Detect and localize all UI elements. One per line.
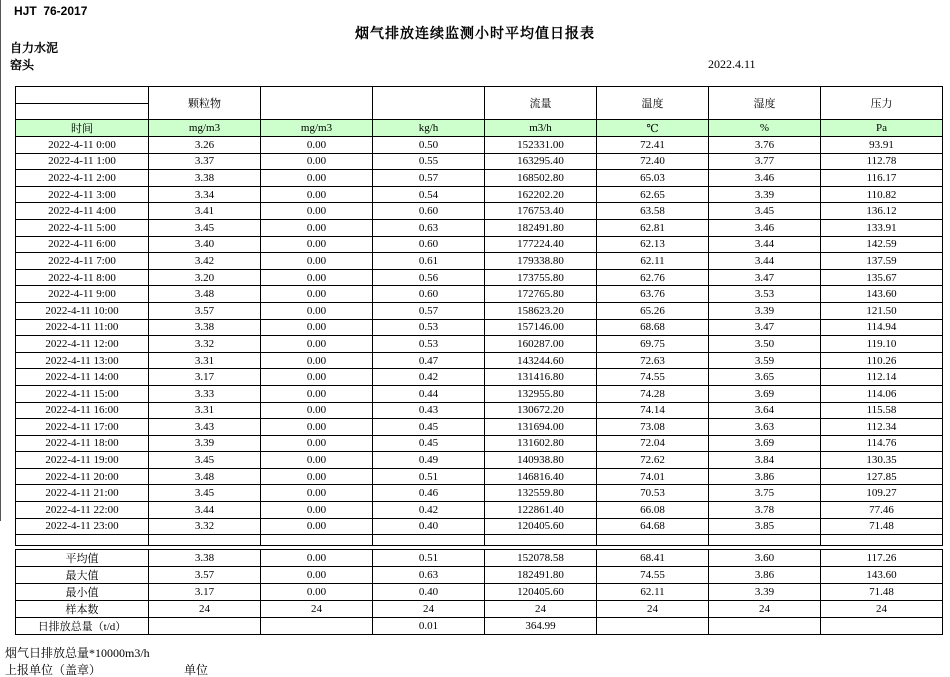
value-cell: 130672.20 [485, 402, 597, 419]
value-cell: 112.34 [821, 419, 943, 436]
footer-note: 烟气日排放总量*10000m3/h [5, 646, 150, 660]
value-cell: 3.34 [149, 186, 261, 203]
value-cell: 0.53 [373, 336, 485, 353]
value-cell: 0.40 [373, 518, 485, 535]
page-title: 烟气排放连续监测小时平均值日报表 [355, 25, 595, 41]
empty-cell [373, 535, 485, 546]
group-header-cell [373, 87, 485, 120]
value-cell: 116.17 [821, 170, 943, 187]
summary-value-cell: 364.99 [485, 618, 597, 635]
summary-row [16, 618, 943, 635]
value-cell: 127.85 [821, 468, 943, 485]
value-cell: 74.14 [597, 402, 709, 419]
summary-value-cell: 0.00 [261, 550, 373, 567]
value-cell: 146816.40 [485, 468, 597, 485]
value-cell: 3.17 [149, 369, 261, 386]
value-cell: 74.01 [597, 468, 709, 485]
summary-value-cell: 152078.58 [485, 550, 597, 567]
summary-value-cell: 3.86 [709, 567, 821, 584]
table-row [16, 402, 943, 419]
summary-value-cell: 24 [597, 601, 709, 618]
value-cell: 0.00 [261, 236, 373, 253]
value-cell: 3.38 [149, 170, 261, 187]
value-cell: 122861.40 [485, 502, 597, 519]
value-cell: 73.08 [597, 419, 709, 436]
value-cell: 0.00 [261, 385, 373, 402]
time-cell: 2022-4-11 11:00 [16, 319, 149, 336]
value-cell: 72.40 [597, 153, 709, 170]
value-cell: 0.46 [373, 485, 485, 502]
time-cell: 2022-4-11 23:00 [16, 518, 149, 535]
value-cell: 168502.80 [485, 170, 597, 187]
value-cell: 3.69 [709, 385, 821, 402]
value-cell: 133.91 [821, 219, 943, 236]
value-cell: 172765.80 [485, 286, 597, 303]
value-cell: 3.75 [709, 485, 821, 502]
summary-value-cell: 24 [149, 601, 261, 618]
table-row [16, 468, 943, 485]
summary-value-cell [597, 618, 709, 635]
table-row [16, 236, 943, 253]
value-cell: 0.00 [261, 269, 373, 286]
value-cell: 0.57 [373, 170, 485, 187]
value-cell: 0.00 [261, 286, 373, 303]
value-cell: 0.00 [261, 452, 373, 469]
table-row [16, 452, 943, 469]
value-cell: 3.64 [709, 402, 821, 419]
summary-label-cell: 平均值 [16, 550, 149, 567]
value-cell: 0.00 [261, 170, 373, 187]
value-cell: 112.14 [821, 369, 943, 386]
value-cell: 0.00 [261, 402, 373, 419]
empty-cell [16, 535, 149, 546]
value-cell: 162202.20 [485, 186, 597, 203]
value-cell: 3.39 [149, 435, 261, 452]
value-cell: 3.47 [709, 319, 821, 336]
value-cell: 3.43 [149, 419, 261, 436]
value-cell: 64.68 [597, 518, 709, 535]
footer-report-unit-label: 上报单位（盖章） [5, 663, 102, 677]
value-cell: 143244.60 [485, 352, 597, 369]
value-cell: 0.43 [373, 402, 485, 419]
summary-value-cell [821, 618, 943, 635]
time-header-top-cell [16, 87, 149, 104]
time-cell: 2022-4-11 21:00 [16, 485, 149, 502]
summary-value-cell: 68.41 [597, 550, 709, 567]
summary-value-cell: 182491.80 [485, 567, 597, 584]
value-cell: 0.55 [373, 153, 485, 170]
value-cell: 65.03 [597, 170, 709, 187]
value-cell: 3.31 [149, 352, 261, 369]
table-row [16, 203, 943, 220]
value-cell: 0.00 [261, 369, 373, 386]
summary-value-cell: 24 [485, 601, 597, 618]
value-cell: 3.31 [149, 402, 261, 419]
time-cell: 2022-4-11 5:00 [16, 219, 149, 236]
value-cell: 0.00 [261, 336, 373, 353]
value-cell: 0.00 [261, 352, 373, 369]
value-cell: 115.58 [821, 402, 943, 419]
table-row [16, 518, 943, 535]
value-cell: 72.62 [597, 452, 709, 469]
table-row [16, 419, 943, 436]
value-cell: 77.46 [821, 502, 943, 519]
value-cell: 119.10 [821, 336, 943, 353]
value-cell: 74.55 [597, 369, 709, 386]
table-row [16, 137, 943, 154]
table-row [16, 352, 943, 369]
value-cell: 0.00 [261, 219, 373, 236]
value-cell: 3.46 [709, 170, 821, 187]
value-cell: 0.00 [261, 518, 373, 535]
unit-header-cell: Pa [821, 120, 943, 137]
value-cell: 66.08 [597, 502, 709, 519]
group-header-cell: 湿度 [709, 87, 821, 120]
value-cell: 3.77 [709, 153, 821, 170]
value-cell: 131416.80 [485, 369, 597, 386]
empty-cell [821, 535, 943, 546]
value-cell: 3.46 [709, 219, 821, 236]
time-cell: 2022-4-11 13:00 [16, 352, 149, 369]
value-cell: 3.40 [149, 236, 261, 253]
time-cell: 2022-4-11 19:00 [16, 452, 149, 469]
table-row [16, 269, 943, 286]
summary-value-cell: 117.26 [821, 550, 943, 567]
value-cell: 3.57 [149, 302, 261, 319]
value-cell: 3.59 [709, 352, 821, 369]
value-cell: 65.26 [597, 302, 709, 319]
value-cell: 3.86 [709, 468, 821, 485]
time-cell: 2022-4-11 17:00 [16, 419, 149, 436]
table-row [16, 435, 943, 452]
value-cell: 110.26 [821, 352, 943, 369]
value-cell: 158623.20 [485, 302, 597, 319]
value-cell: 0.00 [261, 203, 373, 220]
time-cell: 2022-4-11 1:00 [16, 153, 149, 170]
summary-value-cell [149, 618, 261, 635]
summary-value-cell: 24 [261, 601, 373, 618]
summary-value-cell: 24 [709, 601, 821, 618]
value-cell: 0.42 [373, 369, 485, 386]
summary-value-cell: 143.60 [821, 567, 943, 584]
value-cell: 0.53 [373, 319, 485, 336]
value-cell: 120405.60 [485, 518, 597, 535]
value-cell: 3.76 [709, 137, 821, 154]
value-cell: 0.00 [261, 302, 373, 319]
value-cell: 0.45 [373, 419, 485, 436]
summary-value-cell: 3.39 [709, 584, 821, 601]
group-header-cell: 流量 [485, 87, 597, 120]
value-cell: 132955.80 [485, 385, 597, 402]
time-cell: 2022-4-11 8:00 [16, 269, 149, 286]
summary-value-cell [261, 618, 373, 635]
value-cell: 3.41 [149, 203, 261, 220]
value-cell: 0.45 [373, 435, 485, 452]
summary-row [16, 567, 943, 584]
value-cell: 110.82 [821, 186, 943, 203]
summary-label-cell: 最小值 [16, 584, 149, 601]
value-cell: 114.76 [821, 435, 943, 452]
table-row [16, 219, 943, 236]
value-cell: 0.47 [373, 352, 485, 369]
empty-cell [261, 535, 373, 546]
summary-value-cell: 3.60 [709, 550, 821, 567]
value-cell: 3.45 [149, 485, 261, 502]
group-header-cell [261, 87, 373, 120]
value-cell: 176753.40 [485, 203, 597, 220]
table-row [16, 170, 943, 187]
value-cell: 3.44 [709, 253, 821, 270]
time-cell: 2022-4-11 3:00 [16, 186, 149, 203]
value-cell: 3.44 [149, 502, 261, 519]
value-cell: 3.45 [149, 452, 261, 469]
value-cell: 3.32 [149, 518, 261, 535]
value-cell: 173755.80 [485, 269, 597, 286]
value-cell: 140938.80 [485, 452, 597, 469]
value-cell: 3.48 [149, 286, 261, 303]
empty-cell [597, 535, 709, 546]
table-row [16, 385, 943, 402]
value-cell: 3.78 [709, 502, 821, 519]
time-column-header: 时间 [16, 120, 149, 137]
value-cell: 3.85 [709, 518, 821, 535]
value-cell: 0.00 [261, 485, 373, 502]
empty-cell [709, 535, 821, 546]
value-cell: 160287.00 [485, 336, 597, 353]
report-table-body [16, 137, 943, 635]
time-cell: 2022-4-11 4:00 [16, 203, 149, 220]
value-cell: 0.51 [373, 468, 485, 485]
table-row [16, 502, 943, 519]
table-row [16, 286, 943, 303]
summary-value-cell: 0.51 [373, 550, 485, 567]
value-cell: 3.38 [149, 319, 261, 336]
value-cell: 121.50 [821, 302, 943, 319]
summary-row [16, 550, 943, 567]
value-cell: 62.13 [597, 236, 709, 253]
summary-value-cell: 24 [373, 601, 485, 618]
value-cell: 0.50 [373, 137, 485, 154]
value-cell: 0.00 [261, 137, 373, 154]
time-cell: 2022-4-11 20:00 [16, 468, 149, 485]
value-cell: 0.00 [261, 435, 373, 452]
summary-label-cell: 最大值 [16, 567, 149, 584]
time-cell: 2022-4-11 7:00 [16, 253, 149, 270]
company-name: 自力水泥 [10, 41, 59, 55]
summary-label-cell: 日排放总量（t/d） [16, 618, 149, 635]
value-cell: 0.63 [373, 219, 485, 236]
summary-row [16, 601, 943, 618]
value-cell: 3.45 [149, 219, 261, 236]
station-name: 窑头 [10, 58, 35, 72]
value-cell: 72.41 [597, 137, 709, 154]
value-cell: 0.00 [261, 186, 373, 203]
group-header-cell: 压力 [821, 87, 943, 120]
unit-header-cell: % [709, 120, 821, 137]
value-cell: 163295.40 [485, 153, 597, 170]
page-left-edge-line [0, 0, 1, 521]
unit-header-cell: ℃ [597, 120, 709, 137]
value-cell: 3.42 [149, 253, 261, 270]
value-cell: 179338.80 [485, 253, 597, 270]
value-cell: 0.60 [373, 236, 485, 253]
value-cell: 3.69 [709, 435, 821, 452]
value-cell: 74.28 [597, 385, 709, 402]
table-row [16, 186, 943, 203]
value-cell: 3.32 [149, 336, 261, 353]
value-cell: 3.84 [709, 452, 821, 469]
report-date: 2022.4.11 [708, 57, 756, 71]
summary-row [16, 584, 943, 601]
value-cell: 0.00 [261, 502, 373, 519]
value-cell: 109.27 [821, 485, 943, 502]
table-row [16, 319, 943, 336]
summary-value-cell: 0.63 [373, 567, 485, 584]
blank-row [16, 535, 943, 546]
value-cell: 3.20 [149, 269, 261, 286]
group-header-cell: 颗粒物 [149, 87, 261, 120]
value-cell: 3.47 [709, 269, 821, 286]
summary-value-cell: 120405.60 [485, 584, 597, 601]
value-cell: 3.63 [709, 419, 821, 436]
value-cell: 93.91 [821, 137, 943, 154]
value-cell: 142.59 [821, 236, 943, 253]
value-cell: 182491.80 [485, 219, 597, 236]
time-cell: 2022-4-11 0:00 [16, 137, 149, 154]
value-cell: 3.33 [149, 385, 261, 402]
summary-value-cell: 3.17 [149, 584, 261, 601]
time-header-bottom-cell [16, 104, 149, 120]
value-cell: 114.94 [821, 319, 943, 336]
value-cell: 3.37 [149, 153, 261, 170]
value-cell: 136.12 [821, 203, 943, 220]
value-cell: 0.61 [373, 253, 485, 270]
time-cell: 2022-4-11 6:00 [16, 236, 149, 253]
value-cell: 3.39 [709, 186, 821, 203]
value-cell: 0.57 [373, 302, 485, 319]
value-cell: 0.60 [373, 203, 485, 220]
value-cell: 69.75 [597, 336, 709, 353]
summary-value-cell: 0.00 [261, 584, 373, 601]
unit-header-cell: mg/m3 [261, 120, 373, 137]
value-cell: 131694.00 [485, 419, 597, 436]
value-cell: 63.58 [597, 203, 709, 220]
value-cell: 68.68 [597, 319, 709, 336]
summary-value-cell: 0.01 [373, 618, 485, 635]
value-cell: 157146.00 [485, 319, 597, 336]
summary-value-cell [709, 618, 821, 635]
value-cell: 63.76 [597, 286, 709, 303]
value-cell: 0.54 [373, 186, 485, 203]
value-cell: 62.76 [597, 269, 709, 286]
value-cell: 72.04 [597, 435, 709, 452]
value-cell: 135.67 [821, 269, 943, 286]
summary-value-cell: 71.48 [821, 584, 943, 601]
time-cell: 2022-4-11 15:00 [16, 385, 149, 402]
time-cell: 2022-4-11 2:00 [16, 170, 149, 187]
summary-value-cell: 0.40 [373, 584, 485, 601]
value-cell: 0.00 [261, 319, 373, 336]
value-cell: 3.26 [149, 137, 261, 154]
table-row [16, 369, 943, 386]
empty-cell [149, 535, 261, 546]
report-table-header [16, 87, 943, 137]
summary-value-cell: 3.38 [149, 550, 261, 567]
table-row [16, 336, 943, 353]
summary-value-cell: 74.55 [597, 567, 709, 584]
time-cell: 2022-4-11 9:00 [16, 286, 149, 303]
summary-value-cell: 0.00 [261, 567, 373, 584]
table-row [16, 302, 943, 319]
value-cell: 72.63 [597, 352, 709, 369]
value-cell: 3.45 [709, 203, 821, 220]
time-cell: 2022-4-11 14:00 [16, 369, 149, 386]
value-cell: 0.49 [373, 452, 485, 469]
value-cell: 130.35 [821, 452, 943, 469]
time-cell: 2022-4-11 10:00 [16, 302, 149, 319]
time-cell: 2022-4-11 16:00 [16, 402, 149, 419]
summary-value-cell: 3.57 [149, 567, 261, 584]
value-cell: 3.65 [709, 369, 821, 386]
value-cell: 137.59 [821, 253, 943, 270]
unit-header-cell: kg/h [373, 120, 485, 137]
footer-unit-label: 单位 [184, 663, 209, 677]
value-cell: 0.42 [373, 502, 485, 519]
table-row [16, 485, 943, 502]
value-cell: 62.65 [597, 186, 709, 203]
value-cell: 3.39 [709, 302, 821, 319]
value-cell: 3.44 [709, 236, 821, 253]
value-cell: 131602.80 [485, 435, 597, 452]
summary-value-cell: 62.11 [597, 584, 709, 601]
value-cell: 3.48 [149, 468, 261, 485]
time-cell: 2022-4-11 22:00 [16, 502, 149, 519]
value-cell: 112.78 [821, 153, 943, 170]
value-cell: 152331.00 [485, 137, 597, 154]
doc-code: HJT 76-2017 [14, 4, 88, 18]
empty-cell [485, 535, 597, 546]
value-cell: 0.00 [261, 253, 373, 270]
value-cell: 0.60 [373, 286, 485, 303]
value-cell: 0.00 [261, 419, 373, 436]
value-cell: 3.53 [709, 286, 821, 303]
value-cell: 62.11 [597, 253, 709, 270]
time-cell: 2022-4-11 18:00 [16, 435, 149, 452]
unit-header-cell: mg/m3 [149, 120, 261, 137]
value-cell: 70.53 [597, 485, 709, 502]
summary-value-cell: 24 [821, 601, 943, 618]
summary-label-cell: 样本数 [16, 601, 149, 618]
value-cell: 62.81 [597, 219, 709, 236]
value-cell: 177224.40 [485, 236, 597, 253]
group-header-cell: 温度 [597, 87, 709, 120]
value-cell: 132559.80 [485, 485, 597, 502]
value-cell: 71.48 [821, 518, 943, 535]
table-row [16, 153, 943, 170]
value-cell: 0.00 [261, 153, 373, 170]
value-cell: 0.56 [373, 269, 485, 286]
unit-header-cell: m3/h [485, 120, 597, 137]
time-cell: 2022-4-11 12:00 [16, 336, 149, 353]
value-cell: 0.00 [261, 468, 373, 485]
value-cell: 0.44 [373, 385, 485, 402]
report-table [15, 86, 943, 635]
value-cell: 114.06 [821, 385, 943, 402]
value-cell: 3.50 [709, 336, 821, 353]
value-cell: 143.60 [821, 286, 943, 303]
table-row [16, 253, 943, 270]
